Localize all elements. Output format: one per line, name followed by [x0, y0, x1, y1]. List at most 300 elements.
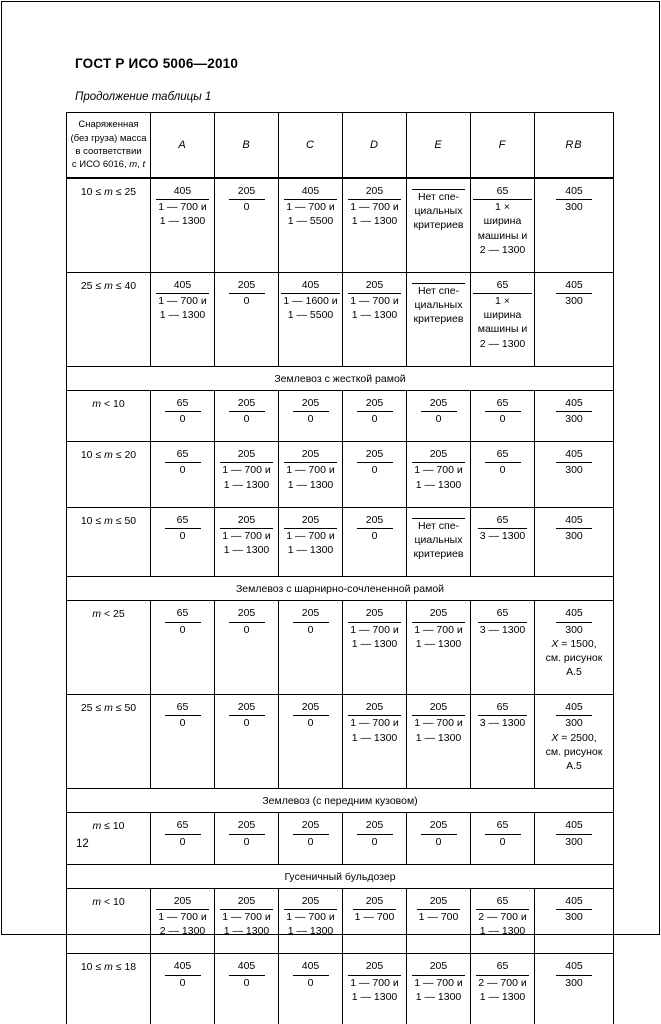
criteria-fraction	[229, 959, 265, 989]
fraction-numerator: 65	[476, 894, 528, 910]
fraction-numerator: 205	[293, 606, 329, 622]
fraction-denominator-line: 0	[499, 464, 506, 477]
fraction-denominator-line: 2 — 1300	[159, 925, 206, 938]
value-cell	[151, 178, 215, 272]
fraction-numerator: 405	[156, 278, 208, 294]
table-row	[67, 178, 614, 272]
value-cell	[151, 390, 215, 441]
fraction-denominator-line: 1 — 700 и	[222, 464, 271, 477]
fraction-denominator-line: 0	[307, 413, 314, 426]
criteria-fraction	[229, 700, 265, 730]
mass-range-cell: m < 10	[67, 888, 151, 954]
fraction-denominator-line: 0	[243, 623, 250, 636]
criteria-fraction	[473, 184, 532, 257]
value-cell	[279, 272, 343, 366]
fraction-denominator-line: 1 — 5500	[287, 215, 334, 228]
fraction-numerator: 205	[293, 700, 329, 716]
mass-range-cell: 10 ≤ m ≤ 18	[67, 954, 151, 1024]
fraction-denominator-line: 1 — 700	[354, 911, 395, 924]
criteria-fraction	[156, 184, 208, 229]
fraction-denominator-line: 300	[565, 717, 583, 730]
fraction-numerator: 405	[556, 447, 592, 463]
fraction-numerator: 205	[229, 184, 265, 200]
criteria-fraction	[357, 447, 393, 477]
col-header-d: D	[343, 113, 407, 179]
fraction-denominator-line: циальных	[414, 205, 463, 218]
criteria-fraction	[421, 818, 457, 848]
fraction-numerator: 205	[353, 894, 397, 910]
fraction-numerator: 205	[412, 700, 464, 716]
mass-range-cell: m ≤ 10	[67, 813, 151, 864]
fraction-numerator: 65	[485, 396, 521, 412]
fraction-numerator: 205	[348, 606, 400, 622]
fraction-denominator-line: 0	[243, 413, 250, 426]
criteria-fraction	[353, 894, 397, 924]
fraction-denominator-line: 1 — 700 и	[286, 464, 335, 477]
fraction-denominator-line: 1 — 1300	[351, 731, 398, 744]
fraction-denominator-line: 0	[371, 413, 378, 426]
value-cell	[407, 601, 471, 695]
fraction-numerator: 405	[556, 513, 592, 529]
criteria-fraction	[485, 396, 521, 426]
fraction-denominator-line: 0	[179, 717, 186, 730]
fraction-denominator-line: 1 × ширина	[483, 201, 522, 228]
fraction-numerator: 205	[348, 278, 400, 294]
fraction-numerator: 205	[284, 894, 336, 910]
criteria-fraction	[165, 818, 201, 848]
value-cell	[215, 695, 279, 789]
value-cell	[279, 888, 343, 954]
fraction-denominator-line: 1 — 700 и	[414, 976, 463, 989]
mass-header-line: (без груза) масса	[70, 132, 147, 144]
fraction-numerator: 405	[556, 818, 592, 834]
criteria-fraction	[156, 894, 208, 939]
fraction-denominator-line: 1 — 700 и	[158, 295, 207, 308]
fraction-denominator-line: Нет спе-	[417, 191, 460, 203]
fraction-numerator: 405	[229, 959, 265, 975]
fraction-denominator-line: 2 — 700 и	[478, 911, 527, 924]
mass-range-cell: 10 ≤ m ≤ 50	[67, 507, 151, 577]
fraction-denominator-line: 1 — 700 и	[158, 201, 207, 214]
criteria-fraction	[556, 184, 592, 214]
value-cell	[535, 442, 614, 508]
fraction-denominator-line: 0	[179, 464, 186, 477]
table-row	[67, 888, 614, 954]
fraction-denominator-line: 1 — 1300	[415, 637, 462, 650]
fraction-denominator-line: 300	[565, 295, 583, 308]
criteria-fraction	[357, 396, 393, 426]
criteria-fraction	[476, 894, 528, 939]
table-row	[67, 507, 614, 577]
fraction-numerator: 205	[357, 513, 393, 529]
fraction-denominator-line: 300	[565, 413, 583, 426]
mass-header-line: в соответствии	[75, 146, 142, 157]
criteria-fraction	[417, 894, 461, 924]
fraction-denominator-line: 300	[565, 201, 583, 214]
value-cell	[471, 601, 535, 695]
fraction-numerator: 205	[421, 818, 457, 834]
fraction-denominator-line: 1 — 700	[418, 911, 459, 924]
value-cell	[535, 390, 614, 441]
note-line: см. рисунок А.5	[545, 651, 603, 679]
criteria-fraction	[229, 184, 265, 214]
value-cell	[471, 272, 535, 366]
value-cell	[343, 272, 407, 366]
fraction-denominator-line: 1 — 700 и	[222, 529, 271, 542]
fraction-numerator: 205	[348, 700, 400, 716]
table-1	[66, 112, 614, 1024]
value-cell	[151, 601, 215, 695]
fraction-denominator-line: 1 — 1300	[159, 309, 206, 322]
value-cell	[215, 178, 279, 272]
criteria-fraction	[229, 818, 265, 848]
criteria-fraction	[156, 278, 208, 323]
criteria-fraction	[556, 959, 592, 989]
fraction-numerator: 205	[284, 513, 336, 529]
criteria-fraction	[348, 278, 400, 323]
fraction-denominator-line: 300	[565, 835, 583, 848]
fraction-denominator-line: 1 — 1300	[351, 990, 398, 1003]
fraction-denominator-line: 0	[435, 413, 442, 426]
fraction-numerator: 405	[556, 278, 592, 294]
fraction-numerator: 205	[293, 396, 329, 412]
fraction-denominator-line: критериев	[413, 548, 464, 561]
criteria-fraction	[412, 278, 466, 327]
fraction-numerator: 405	[556, 396, 592, 412]
value-cell	[215, 954, 279, 1024]
criteria-fraction	[556, 447, 592, 477]
fraction-numerator: 65	[165, 513, 201, 529]
fraction-denominator-line: 1 — 1300	[415, 478, 462, 491]
mass-range-cell: 25 ≤ m ≤ 50	[67, 695, 151, 789]
criteria-fraction	[556, 396, 592, 426]
fraction-denominator-line: 1 — 1300	[223, 544, 270, 557]
value-cell	[535, 695, 614, 789]
col-header-f: F	[471, 113, 535, 179]
value-cell	[343, 813, 407, 864]
table-row	[67, 390, 614, 441]
criteria-fraction	[485, 818, 521, 848]
fraction-numerator: 205	[293, 818, 329, 834]
criteria-fraction	[165, 606, 201, 636]
doc-title: ГОСТ Р ИСО 5006—2010	[75, 56, 239, 71]
fraction-denominator-line: 1 — 5500	[287, 309, 334, 322]
fraction-numerator: 205	[421, 396, 457, 412]
criteria-fraction	[284, 447, 336, 492]
fraction-numerator: 405	[284, 184, 336, 200]
fraction-numerator: 405	[556, 894, 592, 910]
fraction-denominator-line: 3 — 1300	[479, 623, 526, 636]
fraction-denominator-line: 1 — 1300	[287, 544, 334, 557]
value-cell	[471, 390, 535, 441]
fraction-numerator: 205	[357, 396, 393, 412]
fraction-denominator-line: 1 — 700 и	[286, 201, 335, 214]
fraction-denominator-line: 0	[307, 835, 314, 848]
criteria-fraction	[165, 700, 201, 730]
fraction-numerator: 65	[485, 818, 521, 834]
value-cell	[279, 954, 343, 1024]
value-cell	[407, 813, 471, 864]
value-cell	[151, 507, 215, 577]
fraction-numerator: 205	[357, 447, 393, 463]
criteria-fraction	[284, 184, 336, 229]
criteria-fraction	[412, 447, 464, 492]
fraction-numerator: 405	[281, 278, 339, 294]
value-cell	[407, 272, 471, 366]
table-row	[67, 813, 614, 864]
note-line: X = 1500,	[551, 637, 597, 650]
fraction-denominator-line: 0	[307, 623, 314, 636]
fraction-numerator: 405	[293, 959, 329, 975]
table-row	[67, 601, 614, 695]
col-header-rb: RB	[535, 113, 614, 179]
criteria-fraction	[556, 606, 592, 636]
mass-range-cell: 10 ≤ m ≤ 25	[67, 178, 151, 272]
value-cell	[279, 507, 343, 577]
fraction-denominator-line: 1 — 700 и	[350, 295, 399, 308]
fraction-numerator: 205	[229, 278, 265, 294]
criteria-fraction	[478, 606, 528, 636]
fraction-denominator-line: 1 — 1300	[287, 925, 334, 938]
criteria-fraction	[348, 606, 400, 651]
section-row	[67, 366, 614, 390]
fraction-numerator: 65	[165, 700, 201, 716]
fraction-numerator: 205	[220, 513, 272, 529]
criteria-fraction	[293, 818, 329, 848]
fraction-denominator-line: 2 — 1300	[479, 337, 526, 350]
fraction-numerator: 65	[476, 959, 528, 975]
fraction-denominator-line: 0	[179, 835, 186, 848]
value-cell	[279, 390, 343, 441]
value-cell	[343, 507, 407, 577]
value-cell	[535, 813, 614, 864]
fraction-numerator: 65	[165, 606, 201, 622]
fraction-numerator: 205	[412, 959, 464, 975]
page-number: 12	[76, 838, 89, 850]
value-cell	[407, 390, 471, 441]
fraction-denominator-line: циальных	[414, 299, 463, 312]
col-header-a: A	[151, 113, 215, 179]
fraction-denominator-line: 1 — 700 и	[350, 976, 399, 989]
fraction-denominator-line: циальных	[414, 533, 463, 546]
fraction-numerator: 205	[229, 700, 265, 716]
fraction-numerator: 405	[165, 959, 201, 975]
table-row	[67, 442, 614, 508]
mass-range-cell: 25 ≤ m ≤ 40	[67, 272, 151, 366]
table-row	[67, 954, 614, 1024]
value-cell	[471, 888, 535, 954]
fraction-denominator-line: 3 — 1300	[479, 717, 526, 730]
value-cell	[407, 442, 471, 508]
fraction-denominator-line: 3 — 1300	[479, 529, 526, 542]
value-cell	[535, 954, 614, 1024]
fraction-denominator-line: 0	[435, 835, 442, 848]
fraction-denominator-line: 1 — 1300	[479, 925, 526, 938]
value-cell	[535, 507, 614, 577]
fraction-numerator: 405	[556, 700, 592, 716]
fraction-denominator-line: Нет спе-	[417, 519, 460, 532]
value-cell	[343, 601, 407, 695]
criteria-fraction	[229, 606, 265, 636]
fraction-denominator-line: машины и	[477, 323, 528, 336]
col-header-e: E	[407, 113, 471, 179]
table-header	[67, 113, 614, 179]
fraction-numerator: 205	[220, 894, 272, 910]
value-cell	[535, 601, 614, 695]
fraction-denominator-line: 0	[307, 976, 314, 989]
criteria-fraction	[293, 959, 329, 989]
fraction-numerator: 205	[412, 447, 464, 463]
fraction-numerator: 65	[165, 396, 201, 412]
criteria-fraction	[478, 513, 528, 543]
fraction-numerator: 405	[556, 606, 592, 622]
criteria-fraction	[556, 700, 592, 730]
fraction-numerator: 65	[485, 447, 521, 463]
criteria-fraction	[293, 700, 329, 730]
fraction-denominator-line: машины и	[477, 229, 528, 242]
col-header-mass	[67, 113, 151, 179]
value-cell	[279, 178, 343, 272]
criteria-fraction	[165, 447, 201, 477]
criteria-fraction	[284, 513, 336, 558]
fraction-denominator-line: 1 — 1300	[159, 215, 206, 228]
table-caption: Продолжение таблицы 1	[75, 91, 212, 103]
value-cell	[215, 390, 279, 441]
fraction-denominator-line: 0	[243, 976, 250, 989]
fraction-numerator: 65	[473, 278, 532, 294]
value-cell	[151, 695, 215, 789]
criteria-fraction	[556, 278, 592, 308]
fraction-denominator-line: 0	[179, 529, 186, 542]
note-line: X = 2500,	[551, 731, 597, 744]
value-cell	[151, 954, 215, 1024]
fraction-denominator-line: Нет спе-	[417, 284, 460, 297]
fraction-denominator-line: 1 — 700 и	[414, 623, 463, 636]
fraction-numerator: 205	[284, 447, 336, 463]
fraction-denominator-line: 1 — 1300	[415, 731, 462, 744]
fraction-denominator-line: 0	[371, 835, 378, 848]
criteria-fraction	[473, 278, 532, 351]
criteria-fraction	[165, 959, 201, 989]
criteria-fraction	[220, 894, 272, 939]
fraction-numerator: 65	[165, 447, 201, 463]
col-header-c: C	[279, 113, 343, 179]
fraction-numerator: 205	[417, 894, 461, 910]
value-cell	[279, 813, 343, 864]
mass-range-cell: m < 10	[67, 390, 151, 441]
fraction-denominator-line: 0	[499, 413, 506, 426]
fraction-denominator-line: 1 — 1300	[479, 990, 526, 1003]
value-cell	[471, 507, 535, 577]
value-cell	[407, 178, 471, 272]
fraction-numerator: 205	[229, 818, 265, 834]
fraction-denominator-line: критериев	[413, 313, 464, 326]
fraction-numerator: 205	[220, 447, 272, 463]
fraction-numerator: 65	[165, 818, 201, 834]
criteria-fraction	[293, 396, 329, 426]
fraction-denominator-line: 1 — 1300	[351, 637, 398, 650]
fraction-numerator: 405	[556, 184, 592, 200]
value-cell	[407, 954, 471, 1024]
value-cell	[471, 178, 535, 272]
criteria-fraction	[412, 700, 464, 745]
section-title: Землевоз (с передним кузовом)	[67, 789, 614, 813]
value-cell	[407, 695, 471, 789]
fraction-denominator-line: 0	[243, 295, 250, 308]
fraction-denominator-line: 1 — 1600 и	[283, 295, 338, 308]
section-title: Землевоз с шарнирно-сочлененной рамой	[67, 577, 614, 601]
fraction-denominator-line: 1 — 700 и	[286, 529, 335, 542]
criteria-fraction	[478, 700, 528, 730]
fraction-numerator: 65	[478, 513, 528, 529]
fraction-denominator-line: 1 × ширина	[483, 295, 522, 322]
value-cell	[471, 954, 535, 1024]
fraction-denominator-line: 300	[565, 464, 583, 477]
fraction-denominator-line: 0	[179, 976, 186, 989]
value-cell	[407, 507, 471, 577]
value-cell	[407, 888, 471, 954]
fraction-numerator: 65	[478, 700, 528, 716]
value-cell	[471, 813, 535, 864]
criteria-fraction	[412, 513, 466, 562]
value-cell	[215, 272, 279, 366]
fraction-denominator-line: 0	[371, 529, 378, 542]
fraction-denominator-line: 1 — 700 и	[350, 623, 399, 636]
mass-header-line: с ИСО 6016, m, t	[71, 159, 146, 171]
criteria-fraction	[220, 447, 272, 492]
criteria-fraction	[229, 278, 265, 308]
fraction-numerator: 65	[473, 184, 532, 200]
table-row	[67, 272, 614, 366]
criteria-fraction	[476, 959, 528, 1004]
fraction-denominator-line: 300	[565, 911, 583, 924]
value-cell	[471, 442, 535, 508]
fraction-denominator-line: 300	[565, 529, 583, 542]
criteria-fraction	[556, 818, 592, 848]
fraction-denominator-line: 0	[307, 717, 314, 730]
fraction-denominator-line: 2 — 700 и	[478, 976, 527, 989]
fraction-denominator-line: 0	[179, 623, 186, 636]
fraction-denominator-line: 300	[565, 623, 583, 636]
value-cell	[215, 507, 279, 577]
fraction-numerator: 65	[478, 606, 528, 622]
value-cell	[279, 601, 343, 695]
fraction-denominator-line: 0	[243, 201, 250, 214]
criteria-fraction	[556, 513, 592, 543]
header-row	[67, 113, 614, 179]
value-cell	[279, 695, 343, 789]
criteria-fraction	[556, 894, 592, 924]
value-cell	[215, 813, 279, 864]
value-cell	[471, 695, 535, 789]
criteria-fraction	[412, 184, 466, 233]
fraction-denominator-line: 1 — 700 и	[350, 717, 399, 730]
mass-range-cell: m < 25	[67, 601, 151, 695]
fraction-numerator: 205	[348, 184, 400, 200]
fraction-denominator-line: 0	[243, 717, 250, 730]
fraction-numerator: 205	[357, 818, 393, 834]
fraction-numerator: 205	[412, 606, 464, 622]
fraction-denominator-line: 1 — 1300	[351, 215, 398, 228]
fraction-denominator-line: 2 — 1300	[479, 243, 526, 256]
fraction-denominator-line: 0	[499, 835, 506, 848]
fraction-denominator-line: 1 — 700 и	[350, 201, 399, 214]
value-cell	[343, 888, 407, 954]
value-cell	[215, 888, 279, 954]
value-cell	[343, 390, 407, 441]
fraction-denominator-line: 1 — 700 и	[158, 911, 207, 924]
criteria-fraction	[357, 513, 393, 543]
